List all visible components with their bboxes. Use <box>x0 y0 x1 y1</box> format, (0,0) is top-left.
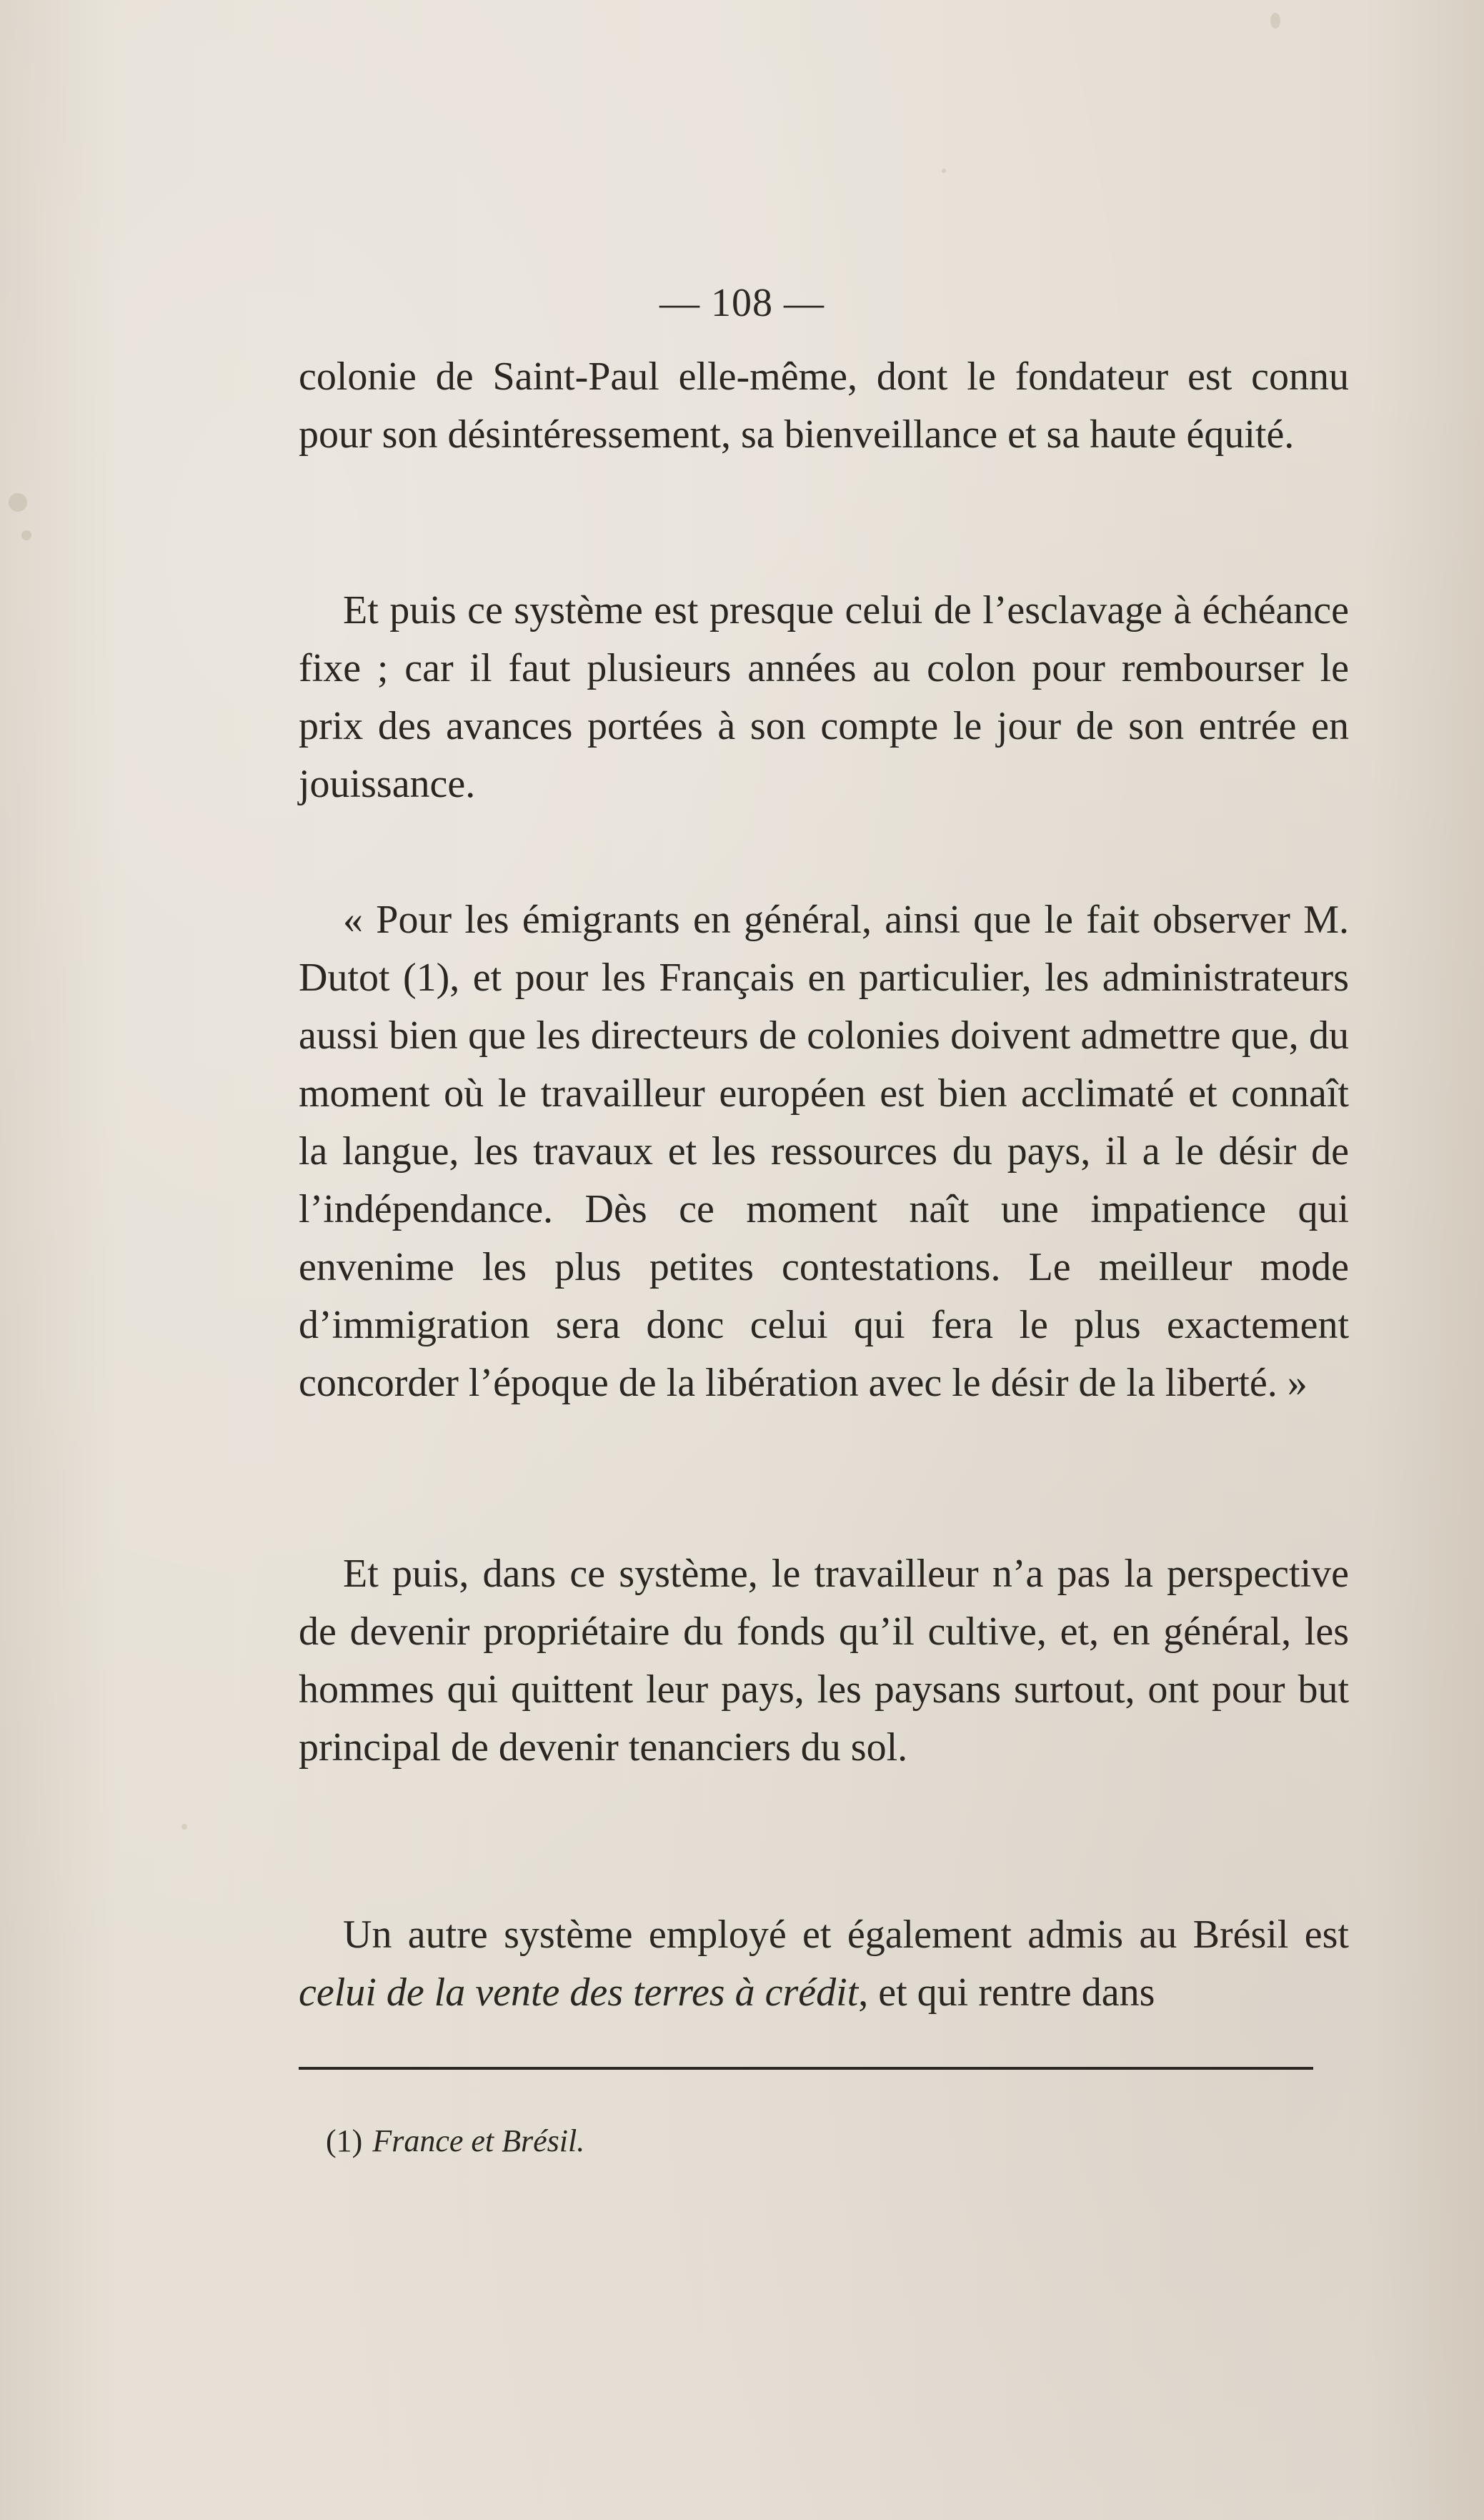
footnote-marker: (1) <box>326 2123 363 2158</box>
paragraph-2 <box>299 582 1349 813</box>
paragraph-text: Et puis, dans ce système, le travailleur n’a pas la perspective de devenir propriétaire du fonds qu’il cultive, et, en général, les hommes qui quittent leur pays, les paysans surtout, ont pour but principal de devenir tenanciers du sol. <box>299 1552 1349 1770</box>
paragraph-4 <box>299 1545 1349 1777</box>
text-after-emphasis: , et qui rentre dans <box>858 1970 1155 2015</box>
paragraph-5 <box>299 1906 1349 2022</box>
paper-stain <box>9 493 27 512</box>
footnote <box>326 2120 584 2163</box>
paragraph-text: « Pour les émigrants en général, ainsi que le fait observer M. Dutot (1), et pour les Français en particulier, les administrateurs aussi bien que les directeurs de colonies doivent admettre que, du moment où le travailleur européen est bien acclimaté et connaît la langue, les travaux et les ressources du pays, il a le désir de l’indépendance. Dès ce moment naît une impatience qui envenime les plus petites contestations. Le meilleur mode d’immigration sera donc celui qui fera le plus exactement concorder l’époque de la libération avec le désir de la liberté. » <box>299 898 1349 1405</box>
paper-stain <box>181 1824 187 1830</box>
paragraph-1 <box>299 348 1349 464</box>
emphasized-text: celui de la vente des terres à crédit <box>299 1970 859 2015</box>
paragraph-text <box>299 1906 1349 2022</box>
paragraph-text: colonie de Saint-Paul elle-même, dont le fondateur est connu pour son désintéressement, sa bienveillance et sa haute équité. <box>299 354 1349 457</box>
text-before-emphasis: Un autre système employé et également admis au Brésil est <box>343 1913 1349 1957</box>
paper-stain <box>942 169 946 173</box>
paragraph-3-quotation <box>299 891 1349 1412</box>
footnote-title: France et Brésil. <box>372 2123 585 2158</box>
footnote-divider <box>299 2067 1313 2070</box>
paper-stain <box>21 530 31 540</box>
page-number: — 108 — <box>659 281 825 325</box>
paper-stain <box>1270 13 1280 29</box>
paragraph-text: Et puis ce système est presque celui de l’esclavage à échéance fixe ; car il faut plusieurs années au colon pour rembourser le prix des avances portées à son compte le jour de son entrée en jouissance. <box>299 588 1349 806</box>
